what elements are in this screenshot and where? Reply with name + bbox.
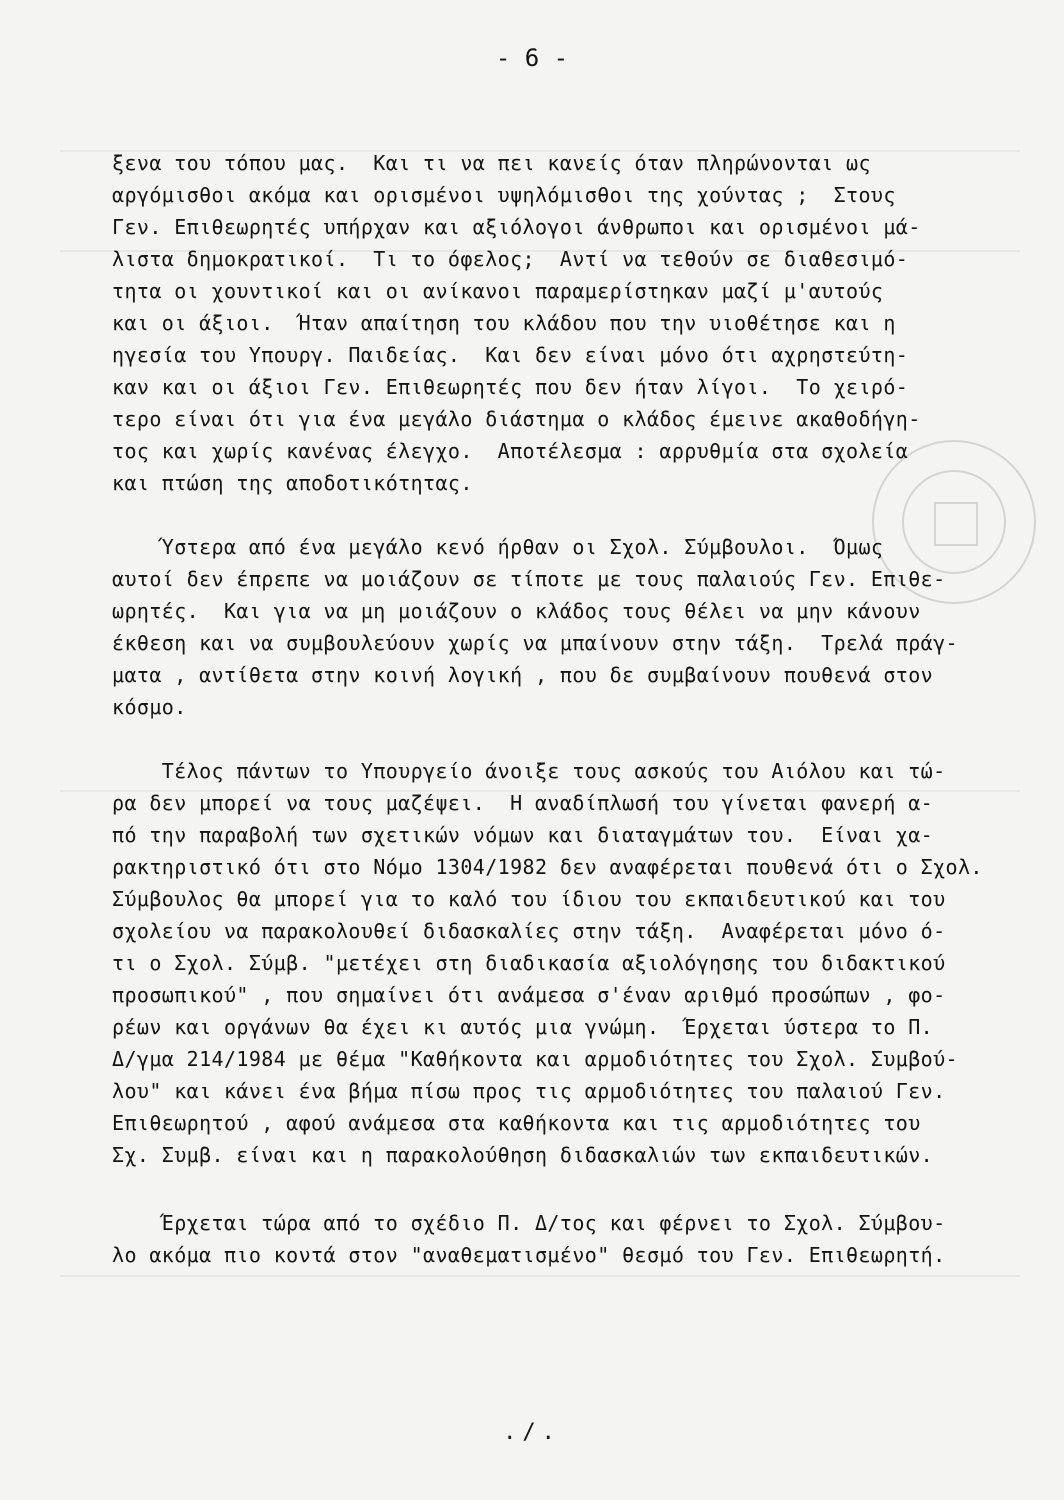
text-line: Έρχεται τώρα από το σχέδιο Π. Δ/τος και φέρνει το Σχολ. Σύμβου- bbox=[112, 1211, 946, 1235]
text-line: ρακτηριστικό ότι στο Νόμο 1304/1982 δεν αναφέρεται πουθενά ότι ο Σχολ. bbox=[112, 855, 983, 879]
text-line: λο ακόμα πιο κοντά στον "αναθεματισμένο" θεσμό του Γεν. Επιθεωρητή. bbox=[112, 1243, 946, 1267]
text-line: Δ/γμα 214/1984 με θέμα "Καθήκοντα και αρμοδιότητες του Σχολ. Συμβού- bbox=[112, 1047, 958, 1071]
bleed-through-mark bbox=[60, 1275, 1020, 1277]
text-line: λιστα δημοκρατικοί. Τι το όφελος; Αντί να τεθούν σε διαθεσιμό- bbox=[112, 247, 909, 271]
text-line: Γεν. Επιθεωρητές υπήρχαν και αξιόλογοι άνθρωποι και ορισμένοι μά- bbox=[112, 215, 921, 239]
text-line: τερο είναι ότι για ένα μεγάλο διάστημα ο κλάδος έμεινε ακαθοδήγη- bbox=[112, 407, 921, 431]
text-line: Επιθεωρητού , αφού ανάμεσα στα καθήκοντα και τις αρμοδιότητες του bbox=[112, 1111, 921, 1135]
page-number: - 6 - bbox=[495, 44, 569, 72]
text-line: πό την παραβολή των σχετικών νόμων και διαταγμάτων του. Είναι χα- bbox=[112, 823, 934, 847]
text-line: λου" και κάνει ένα βήμα πίσω προς τις αρμοδιότητες του παλαιού Γεν. bbox=[112, 1079, 946, 1103]
continuation-mark: ./. bbox=[503, 1420, 561, 1445]
text-line: Σχ. Συμβ. είναι και η παρακολούθηση διδασκαλιών των εκπαιδευτικών. bbox=[112, 1143, 934, 1167]
text-line: ηγεσία του Υπουργ. Παιδείας. Και δεν είναι μόνο ότι αχρηστεύτη- bbox=[112, 343, 909, 367]
text-line: προσωπικού" , που σημαίνει ότι ανάμεσα σ'έναν αριθμό προσώπων , φο- bbox=[112, 983, 946, 1007]
text-line: έκθεση και να συμβουλεύουν χωρίς να μπαίνουν στην τάξη. Τρελά πράγ- bbox=[112, 631, 958, 655]
text-line: κόσμο. bbox=[112, 695, 187, 719]
text-line: ματα , αντίθετα στην κοινή λογική , που δε συμβαίνουν πουθενά στον bbox=[112, 663, 934, 687]
text-line: Σύμβουλος θα μπορεί για το καλό του ίδιου του εκπαιδευτικού και του bbox=[112, 887, 946, 911]
text-line: Ύστερα από ένα μεγάλο κενό ήρθαν οι Σχολ. Σύμβουλοι. Όμως bbox=[112, 535, 884, 559]
text-line: ξενα του τόπου μας. Και τι να πει κανείς όταν πληρώνονται ως bbox=[112, 151, 871, 175]
text-line: και οι άξιοι. Ήταν απαίτηση του κλάδου που την υιοθέτησε και η bbox=[112, 311, 896, 335]
text-line: ρα δεν μπορεί να τους μαζέψει. Η αναδίπλωσή του γίνεται φανερή α- bbox=[112, 791, 934, 815]
text-line: Τέλος πάντων το Υπουργείο άνοιξε τους ασκούς του Αιόλου και τώ- bbox=[112, 759, 946, 783]
text-line: αυτοί δεν έπρεπε να μοιάζουν σε τίποτε με τους παλαιούς Γεν. Επιθε- bbox=[112, 567, 946, 591]
text-line: τι ο Σχολ. Σύμβ. "μετέχει στη διαδικασία αξιολόγησης του διδακτικού bbox=[112, 951, 946, 975]
text-line: σχολείου να παρακολουθεί διδασκαλίες στην τάξη. Αναφέρεται μόνο ό- bbox=[112, 919, 946, 943]
text-line: και πτώση της αποδοτικότητας. bbox=[112, 471, 473, 495]
text-line: ωρητές. Και για να μη μοιάζουν ο κλάδος τους θέλει να μην κάνουν bbox=[112, 599, 921, 623]
text-line: αργόμισθοι ακόμα και ορισμένοι υψηλόμισθοι της χούντας ; Στους bbox=[112, 183, 896, 207]
text-line: τος και χωρίς κανένας έλεγχο. Αποτέλεσμα : αρρυθμία στα σχολεία bbox=[112, 439, 909, 463]
text-line: καν και οι άξιοι Γεν. Επιθεωρητές που δεν ήταν λίγοι. Το χειρό- bbox=[112, 375, 909, 399]
text-line: τητα οι χουντικοί και οι ανίκανοι παραμερίστηκαν μαζί μ'αυτούς bbox=[112, 279, 884, 303]
text-line: ρέων και οργάνων θα έχει κι αυτός μια γνώμη. Έρχεται ύστερα το Π. bbox=[112, 1015, 934, 1039]
